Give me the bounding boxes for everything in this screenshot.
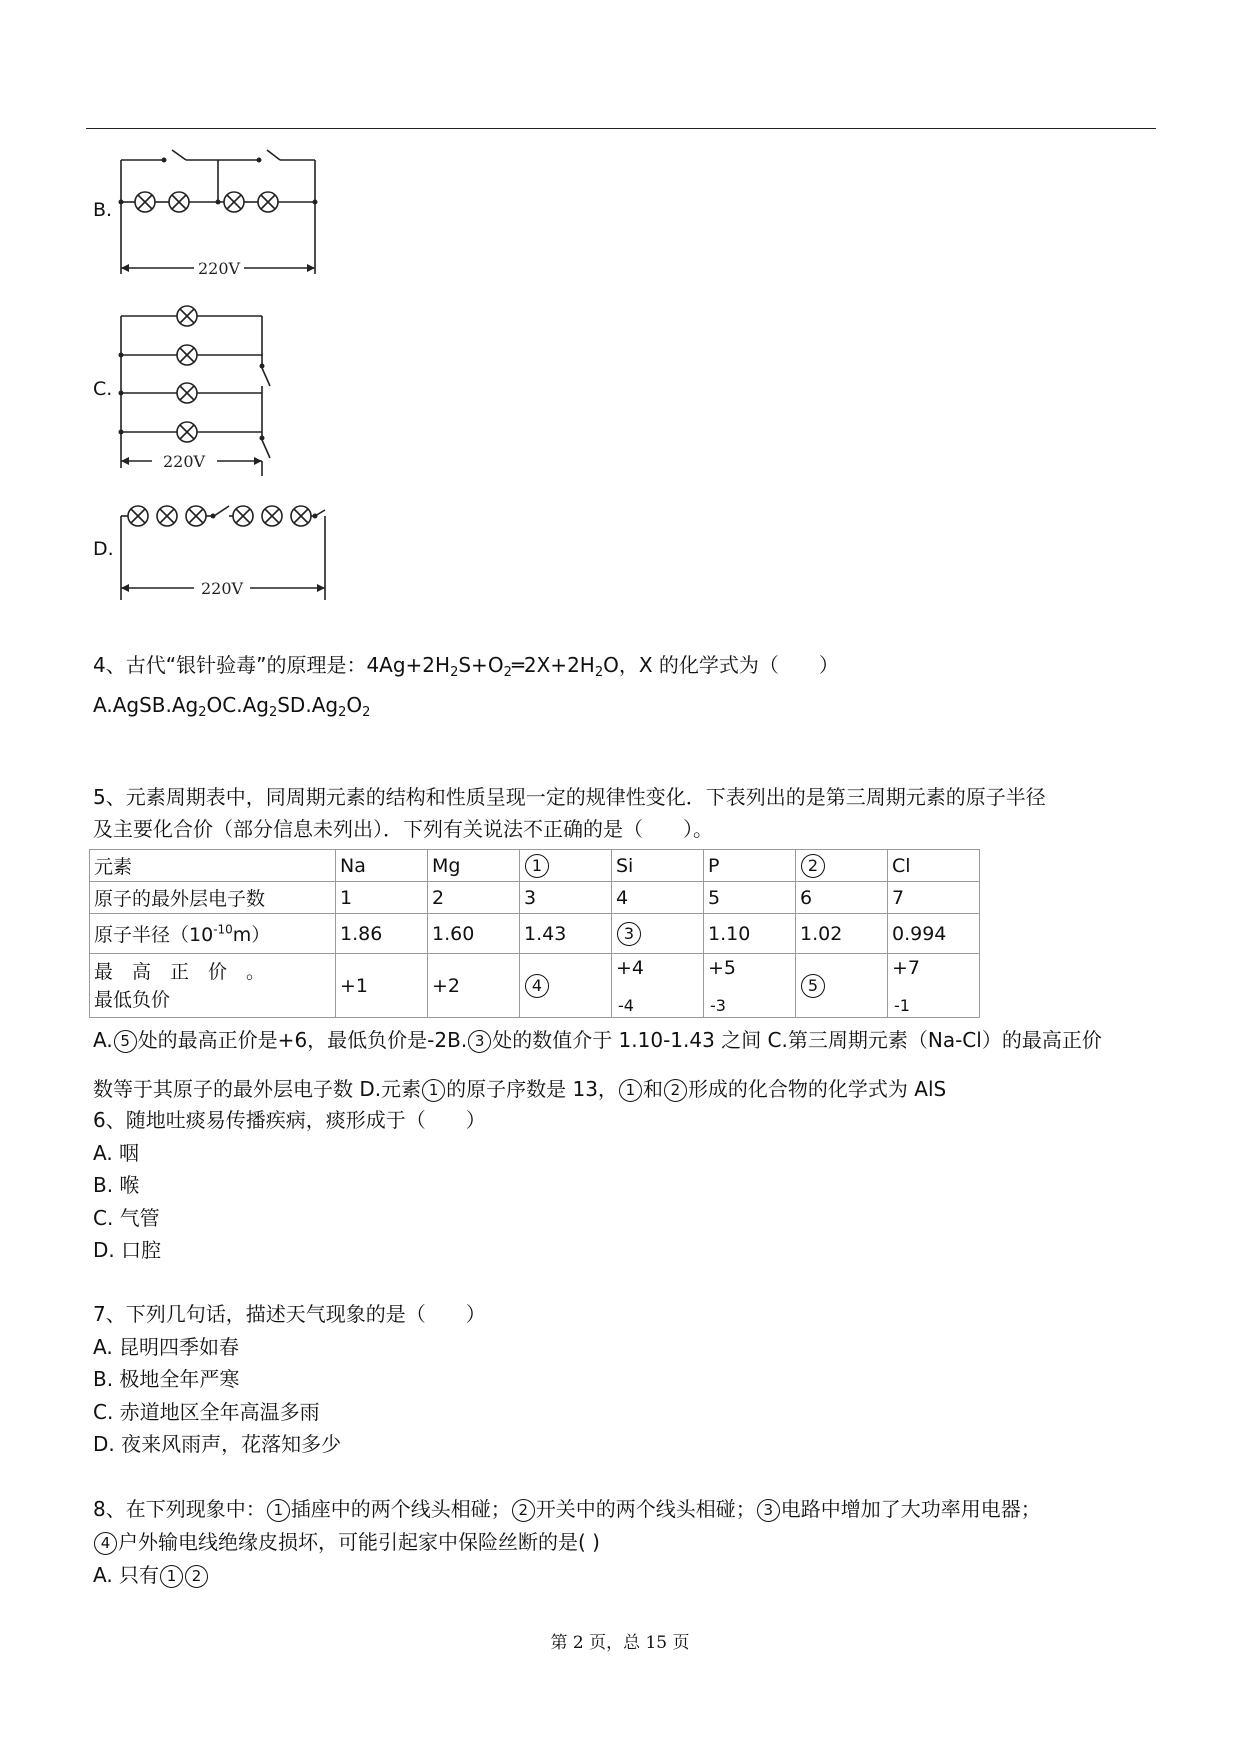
q5-stem-line2: 及主要化合价（部分信息未列出）．下列有关说法不正确的是（ ）。 xyxy=(93,817,713,841)
q8-stem-line2: 4 户外输电线绝缘皮损坏，可能引起家中保险丝断的是( ) xyxy=(93,1527,600,1557)
option-c-label: C. xyxy=(93,378,113,400)
option-b-label: B. xyxy=(93,199,113,221)
q8-stem-line1: 8、在下列现象中： 1 插座中的两个线头相碰； 2 开关中的两个线头相碰； 3 电路中增加了大功率用电器； xyxy=(93,1497,1041,1521)
q5-stem-line1: 5、元素周期表中，同周期元素的结构和性质呈现一定的规律性变化．下表列出的是第三周期元素的原子半径 xyxy=(93,785,1046,809)
q4-options: $A.AgSB.Ag_2OC.Ag_2SD.Ag_2O_2$ xyxy=(93,693,371,720)
q7-stem: 7、下列几句话，描述天气现象的是（ ） xyxy=(93,1302,486,1326)
q6-stem: 6、随地吐痰易传播疾病，痰形成于（ ） xyxy=(93,1108,486,1132)
table-row-radius: 原子半径$(10^{-10}m)$ 1.86 1.60 1.43 3 1.10 1.02 0.994 xyxy=(90,914,980,954)
q7-option-d: D. 夜来风雨声，花落知多少 xyxy=(93,1432,342,1456)
voltage-label-b: 220V xyxy=(197,259,241,278)
q6-option-c: C. 气管 xyxy=(93,1206,160,1230)
q5-answer-line2: 数等于其原子的最外层电子数 D.元素 1 的原子序数是 13， 1 和 2 形成的化合物的化学式为 AlS xyxy=(93,1077,947,1101)
voltage-label-c: 220V xyxy=(162,452,206,471)
voltage-label-d: 220V xyxy=(200,579,244,598)
table-row-electrons: 原子的最外层电子数 1 2 3 4 5 6 7 xyxy=(90,882,980,914)
q5-answer-line1: A. 5 处的最高正价是+6，最低负价是-2B. 3 处的数值介于 1.10-1.43 之间 C.第三周期元素（Na-Cl）的最高正价 xyxy=(93,1028,1102,1052)
q7-option-c: C. 赤道地区全年高温多雨 xyxy=(93,1400,320,1424)
table-row-valence: 最 高 正 价 。 最低负价 +1 +2 4 +4 -4 +5 -3 5 +7 -1 xyxy=(90,954,980,1018)
header-rule xyxy=(86,128,1156,129)
page-footer: 第 2 页，总 15 页 xyxy=(550,1633,690,1653)
q4-stem: 4、古代“银针验毒”的原理是：$4Ag+2H_2S+O_2═2X+2H_2O$，X 的化学式为（ ） xyxy=(93,653,839,680)
option-d-label: D. xyxy=(93,538,114,560)
q7-option-a: A. 昆明四季如春 xyxy=(93,1335,240,1359)
circuit-d-diagram xyxy=(112,492,337,604)
q6-option-b: B. 喉 xyxy=(93,1173,140,1197)
circuit-c-diagram xyxy=(112,296,272,480)
table-header-row: 元素 Na Mg 1 Si P 2 Cl xyxy=(90,850,980,882)
q8-option-a: A. 只有 1 2 xyxy=(93,1560,209,1590)
q7-option-b: B. 极地全年严寒 xyxy=(93,1367,240,1391)
q6-option-a: A. 咽 xyxy=(93,1141,140,1165)
circuit-b-diagram xyxy=(112,140,337,282)
q6-option-d: D. 口腔 xyxy=(93,1238,162,1262)
element-table xyxy=(89,849,980,1018)
